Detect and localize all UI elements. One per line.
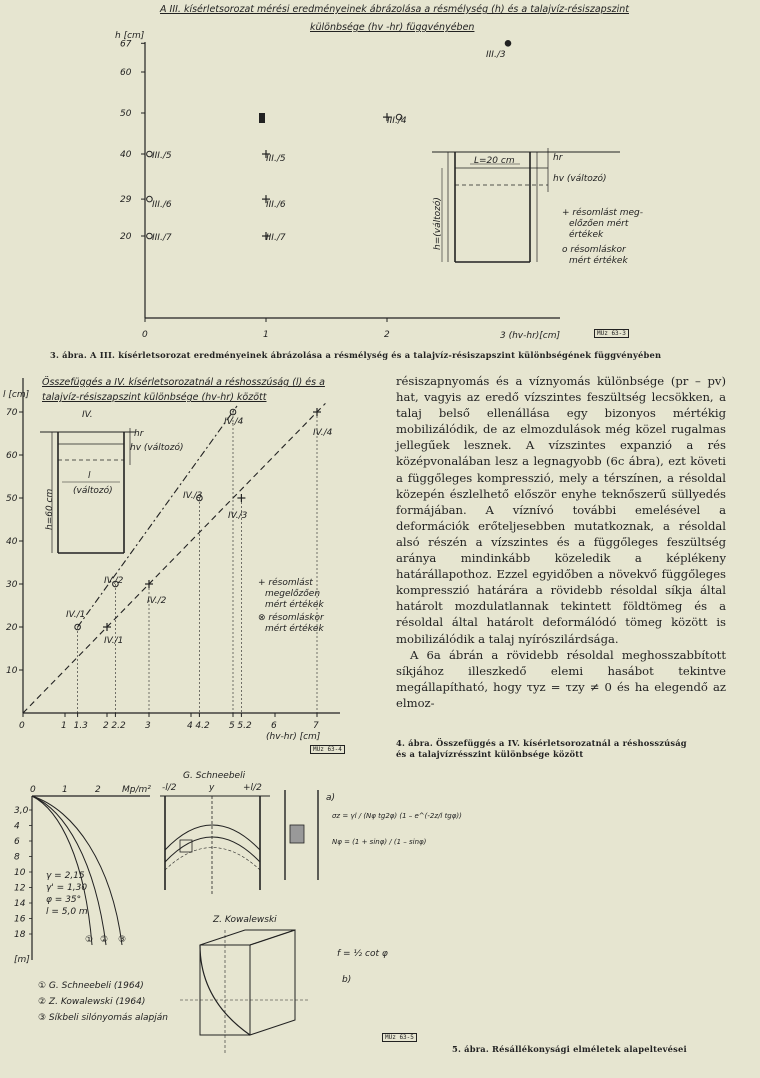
fig3-legend-circle-1: o résomláskor — [562, 245, 626, 255]
fig3-y-tick-label: 20 — [120, 232, 132, 242]
fig5-param-4: l = 5,0 m — [46, 907, 88, 917]
fig5-schneebeli-axis-1: -l/2 — [162, 783, 177, 793]
fig4-legend-plus-2: megelőzően — [265, 589, 321, 599]
body-text — [396, 373, 726, 711]
fig5-legend-1: ① G. Schneebeli (1964) — [38, 981, 144, 991]
fig3-x-tick-label: 1 — [263, 330, 269, 340]
fig5-y-tick-label: 4 — [14, 821, 20, 832]
fig5-y-tick-label: 8 — [14, 852, 20, 863]
fig3-y-tick-label: 40 — [120, 150, 132, 160]
fig4-legend-circle-2: mért értékek — [265, 624, 324, 634]
fig3-x-last-tick: 3 (hv-hr)[cm] — [500, 331, 561, 341]
fig4-x-tick-label: 2.2 — [111, 721, 126, 731]
fig3-legend-plus-2: előzően mért — [569, 219, 629, 229]
fig4-y-tick-label: 60 — [6, 451, 18, 461]
fig4-x-tick-label: 1 — [61, 721, 67, 731]
fig4-caption-line1: 4. ábra. Összefüggés a IV. kísérletsorozatnál a réshosszúság — [396, 738, 687, 748]
body-paragraph-2: A 6a ábrán a rövidebb résoldal meghosszabbított síkjához illeszkedő elemi hasábot tekintve megállapítható, hogy τyz = τzy ≠ 0 és ha elegendő az elmoz- — [396, 647, 726, 710]
fig4-title-line1: Összefüggés a IV. kísérletsorozatnál a réshosszúság (l) és a — [42, 377, 325, 388]
fig3-label-iii7b: III./7 — [266, 233, 286, 243]
fig4-inset-l-var: (változó) — [73, 486, 113, 496]
fig5-param-1: γ = 2,15 — [46, 871, 85, 881]
fig3-inset-hv: hv (változó) — [553, 174, 607, 184]
fig5-stamp: MÜz 63-5 — [382, 1033, 417, 1042]
fig4-y-tick-label: 50 — [6, 494, 18, 504]
fig5-y-tick-label: 3,0 — [14, 806, 29, 816]
fig3-y-label: h [cm] — [115, 31, 145, 41]
fig4-x-tick-label: 0 — [19, 721, 25, 731]
fig4-y-tick-label: 70 — [6, 408, 18, 418]
fig4-inset-hr: hr — [134, 429, 144, 439]
fig5-kowalewski-title: Z. Kowalewski — [213, 915, 277, 925]
fig4-label-iv4a: IV./4 — [224, 417, 244, 427]
fig5-y-tick-label: 16 — [14, 914, 26, 925]
fig5-caption: 5. ábra. Résállékonysági elméletek alapeltevései — [452, 1044, 687, 1054]
fig3-y-tick-label: 29 — [120, 195, 132, 206]
fig4-inset-l: l — [88, 471, 91, 481]
fig3-y-tick-label: 50 — [120, 109, 132, 119]
fig3-title-line2: különbsége (hv -hr) függvényében — [310, 22, 475, 33]
fig5-schneebeli-axis-2: y — [209, 783, 215, 793]
fig5-formula-sigma: σz = γl / (Nφ tg2φ) (1 – e^(-2z/l tgφ)) — [332, 812, 462, 820]
fig4-line-circle — [78, 406, 237, 627]
fig3-point-circle-4 — [505, 41, 511, 47]
fig4-label-iv2b: IV./2 — [147, 596, 167, 606]
fig3-inset-width: L=20 cm — [474, 156, 515, 166]
fig5-y-tick-label: 12 — [14, 883, 26, 894]
fig4-inset-depth: h=60 cm — [45, 488, 55, 530]
fig3-y-tick-label: 60 — [120, 68, 132, 78]
fig4-x-tick-label: 6 — [271, 721, 277, 731]
fig5-y-tick-label: 14 — [14, 899, 26, 909]
fig4-x-tick-label: 5.2 — [237, 721, 252, 731]
fig3-label-iii6a: III./6 — [152, 200, 172, 210]
fig3-label-iii3: III./3 — [486, 50, 506, 60]
fig4-stamp: MÜz 63-4 — [310, 745, 345, 754]
fig3-legend-plus-1: + résomlást meg- — [562, 208, 643, 218]
fig3-chart — [0, 0, 760, 345]
fig4-y-tick-label: 30 — [6, 580, 18, 590]
fig3-label-iii5b: III./5 — [266, 154, 286, 164]
fig4-x-tick-label: 4 — [187, 721, 193, 731]
fig5-schneebeli-title: G. Schneebeli — [183, 771, 246, 781]
fig3-label-iii4: III./4 — [387, 116, 407, 126]
fig5-a-label: a) — [326, 793, 336, 803]
fig4-inset-label: IV. — [82, 410, 93, 420]
fig3-inset-depth: h=(változó) — [433, 197, 443, 250]
fig5-x-tick-1: 1 — [62, 785, 68, 795]
fig5-formula-n: Nφ = (1 + sinφ) / (1 – sinφ) — [332, 838, 427, 846]
fig3-legend-plus-3: értékek — [569, 230, 604, 240]
fig3-legend-circle-2: mért értékek — [569, 256, 628, 266]
fig5-schneebeli-axis-3: +l/2 — [243, 783, 262, 793]
fig3-label-iii5a: III./5 — [152, 151, 172, 161]
fig4-label-iv1b: IV./1 — [104, 636, 124, 646]
fig5-param-2: γ' = 1,30 — [46, 883, 88, 893]
fig3-x-tick-label: 2 — [384, 330, 390, 340]
fig3-inset-hr: hr — [553, 153, 563, 163]
fig3-smudge — [259, 113, 265, 123]
fig4-legend-plus-3: mért értékek — [265, 600, 324, 610]
fig3-y-tick-label: 67 — [120, 39, 132, 50]
fig4-y-label: l [cm] — [3, 390, 30, 400]
fig4-x-tick-label: 5 — [229, 721, 235, 731]
fig4-y-tick-label: 20 — [6, 623, 18, 633]
fig4-label-iv3a: IV./3 — [183, 491, 203, 501]
fig4-title-line2: talajvíz-résiszapszint különbsége (hv-hr) között — [42, 392, 267, 403]
fig3-label-iii7a: III./7 — [152, 233, 172, 243]
fig4-inset-hv: hv (változó) — [130, 443, 184, 453]
fig5-legend-2: ② Z. Kowalewski (1964) — [38, 997, 146, 1007]
fig5-curve-label-1: ① — [85, 935, 94, 945]
fig4-label-iv2a: IV./2 — [104, 576, 124, 586]
fig4-label-iv1a: IV./1 — [66, 610, 86, 620]
fig5-y-tick-label: 18 — [14, 930, 26, 940]
fig5-y-tick-label: 6 — [14, 837, 20, 847]
fig4-y-tick-label: 10 — [6, 666, 18, 676]
fig4-legend-plus-1: + résomlást — [258, 578, 313, 588]
fig5-formula-f: f = ½ cot φ — [337, 949, 388, 959]
fig5-y-tick-label: 10 — [14, 868, 26, 878]
fig4-y-tick-label: 40 — [6, 537, 18, 547]
body-paragraph-1: résiszapnyomás és a víznyomás különbsége (pr – pv) hat, vagyis az eredő vízszintes feszültség lecsökken, a talaj belső ellenállása egy bizonyos mértékig mobilizálódik, de az elmozdulások még közel rugalmas jellegűek lesznek. A vízszintes expanzió a rés középvonalában lesz a legnagyobb (6c ábra), ezt követi a függőleges kompresszió, mely a térszínen, a résoldal közepén észlelhető először enyhe teknőszerű süllyedés formájában. A víznívó további emelésével a deformációk erőteljesebben mutatkoznak, a résoldal alsó részén a vízszintes és a függőleges feszültség aránya mindinkább közeledik a képlékeny határállapothoz. Ezzel egyidőben a növekvő függőleges kompresszió határára a rövidebb résoldal síkja által határolt mozdulatlannak tekintett földtömeg és a résoldal által határolt deformálódó tömeg között is mobilizálódik a talaj nyírószilárdsága. — [396, 374, 726, 646]
fig4-x-tick-label: 1.3 — [73, 721, 88, 731]
fig3-caption: 3. ábra. A III. kísérletsorozat eredményeinek ábrázolása a résmélység és a talajvíz-résiszapszint különbségének függvényében — [50, 350, 662, 360]
fig5-y-unit: [m] — [14, 955, 30, 965]
fig5-x-tick-0: 0 — [30, 785, 36, 795]
fig5-x-unit: Mp/m² — [122, 785, 151, 795]
fig5-kowalewski-box — [180, 930, 310, 1055]
fig4-x-tick-label: 2 — [103, 721, 109, 731]
fig4-label-iv3b: IV./3 — [228, 511, 248, 521]
fig3-x-tick-label: 0 — [142, 330, 148, 340]
fig3-label-iii6b: III./6 — [266, 200, 286, 210]
fig4-point-plus-2 — [237, 494, 245, 502]
fig4-x-tick-label: 4.2 — [195, 721, 210, 731]
fig3-title-line1: A III. kísérletsorozat mérési eredményeinek ábrázolása a résmélység (h) és a talajvíz-résiszapszint — [160, 4, 629, 15]
fig5-curve-label-3: ③ — [118, 935, 127, 945]
fig5-x-tick-2: 2 — [95, 785, 101, 795]
fig5-legend-3: ③ Síkbeli silónyomás alapján — [38, 1013, 168, 1023]
fig4-chart — [0, 370, 380, 750]
fig5-curve-label-2: ② — [100, 935, 109, 945]
fig5-param-3: φ = 35° — [46, 895, 82, 905]
fig5-figure — [0, 770, 760, 1070]
fig4-x-tick-label: 3 — [145, 721, 151, 731]
fig4-legend-circle-1: ⊗ résomláskor — [258, 613, 324, 623]
fig4-x-tick-label: 7 — [313, 721, 319, 731]
fig4-x-label: (hv-hr) [cm] — [266, 732, 321, 742]
fig4-caption-line2: és a talajvízrésszint különbsége között — [396, 749, 584, 759]
fig3-stamp: MÜz 63-3 — [594, 329, 629, 338]
fig5-b-label: b) — [342, 975, 352, 985]
fig4-label-iv4b: IV./4 — [313, 428, 333, 438]
